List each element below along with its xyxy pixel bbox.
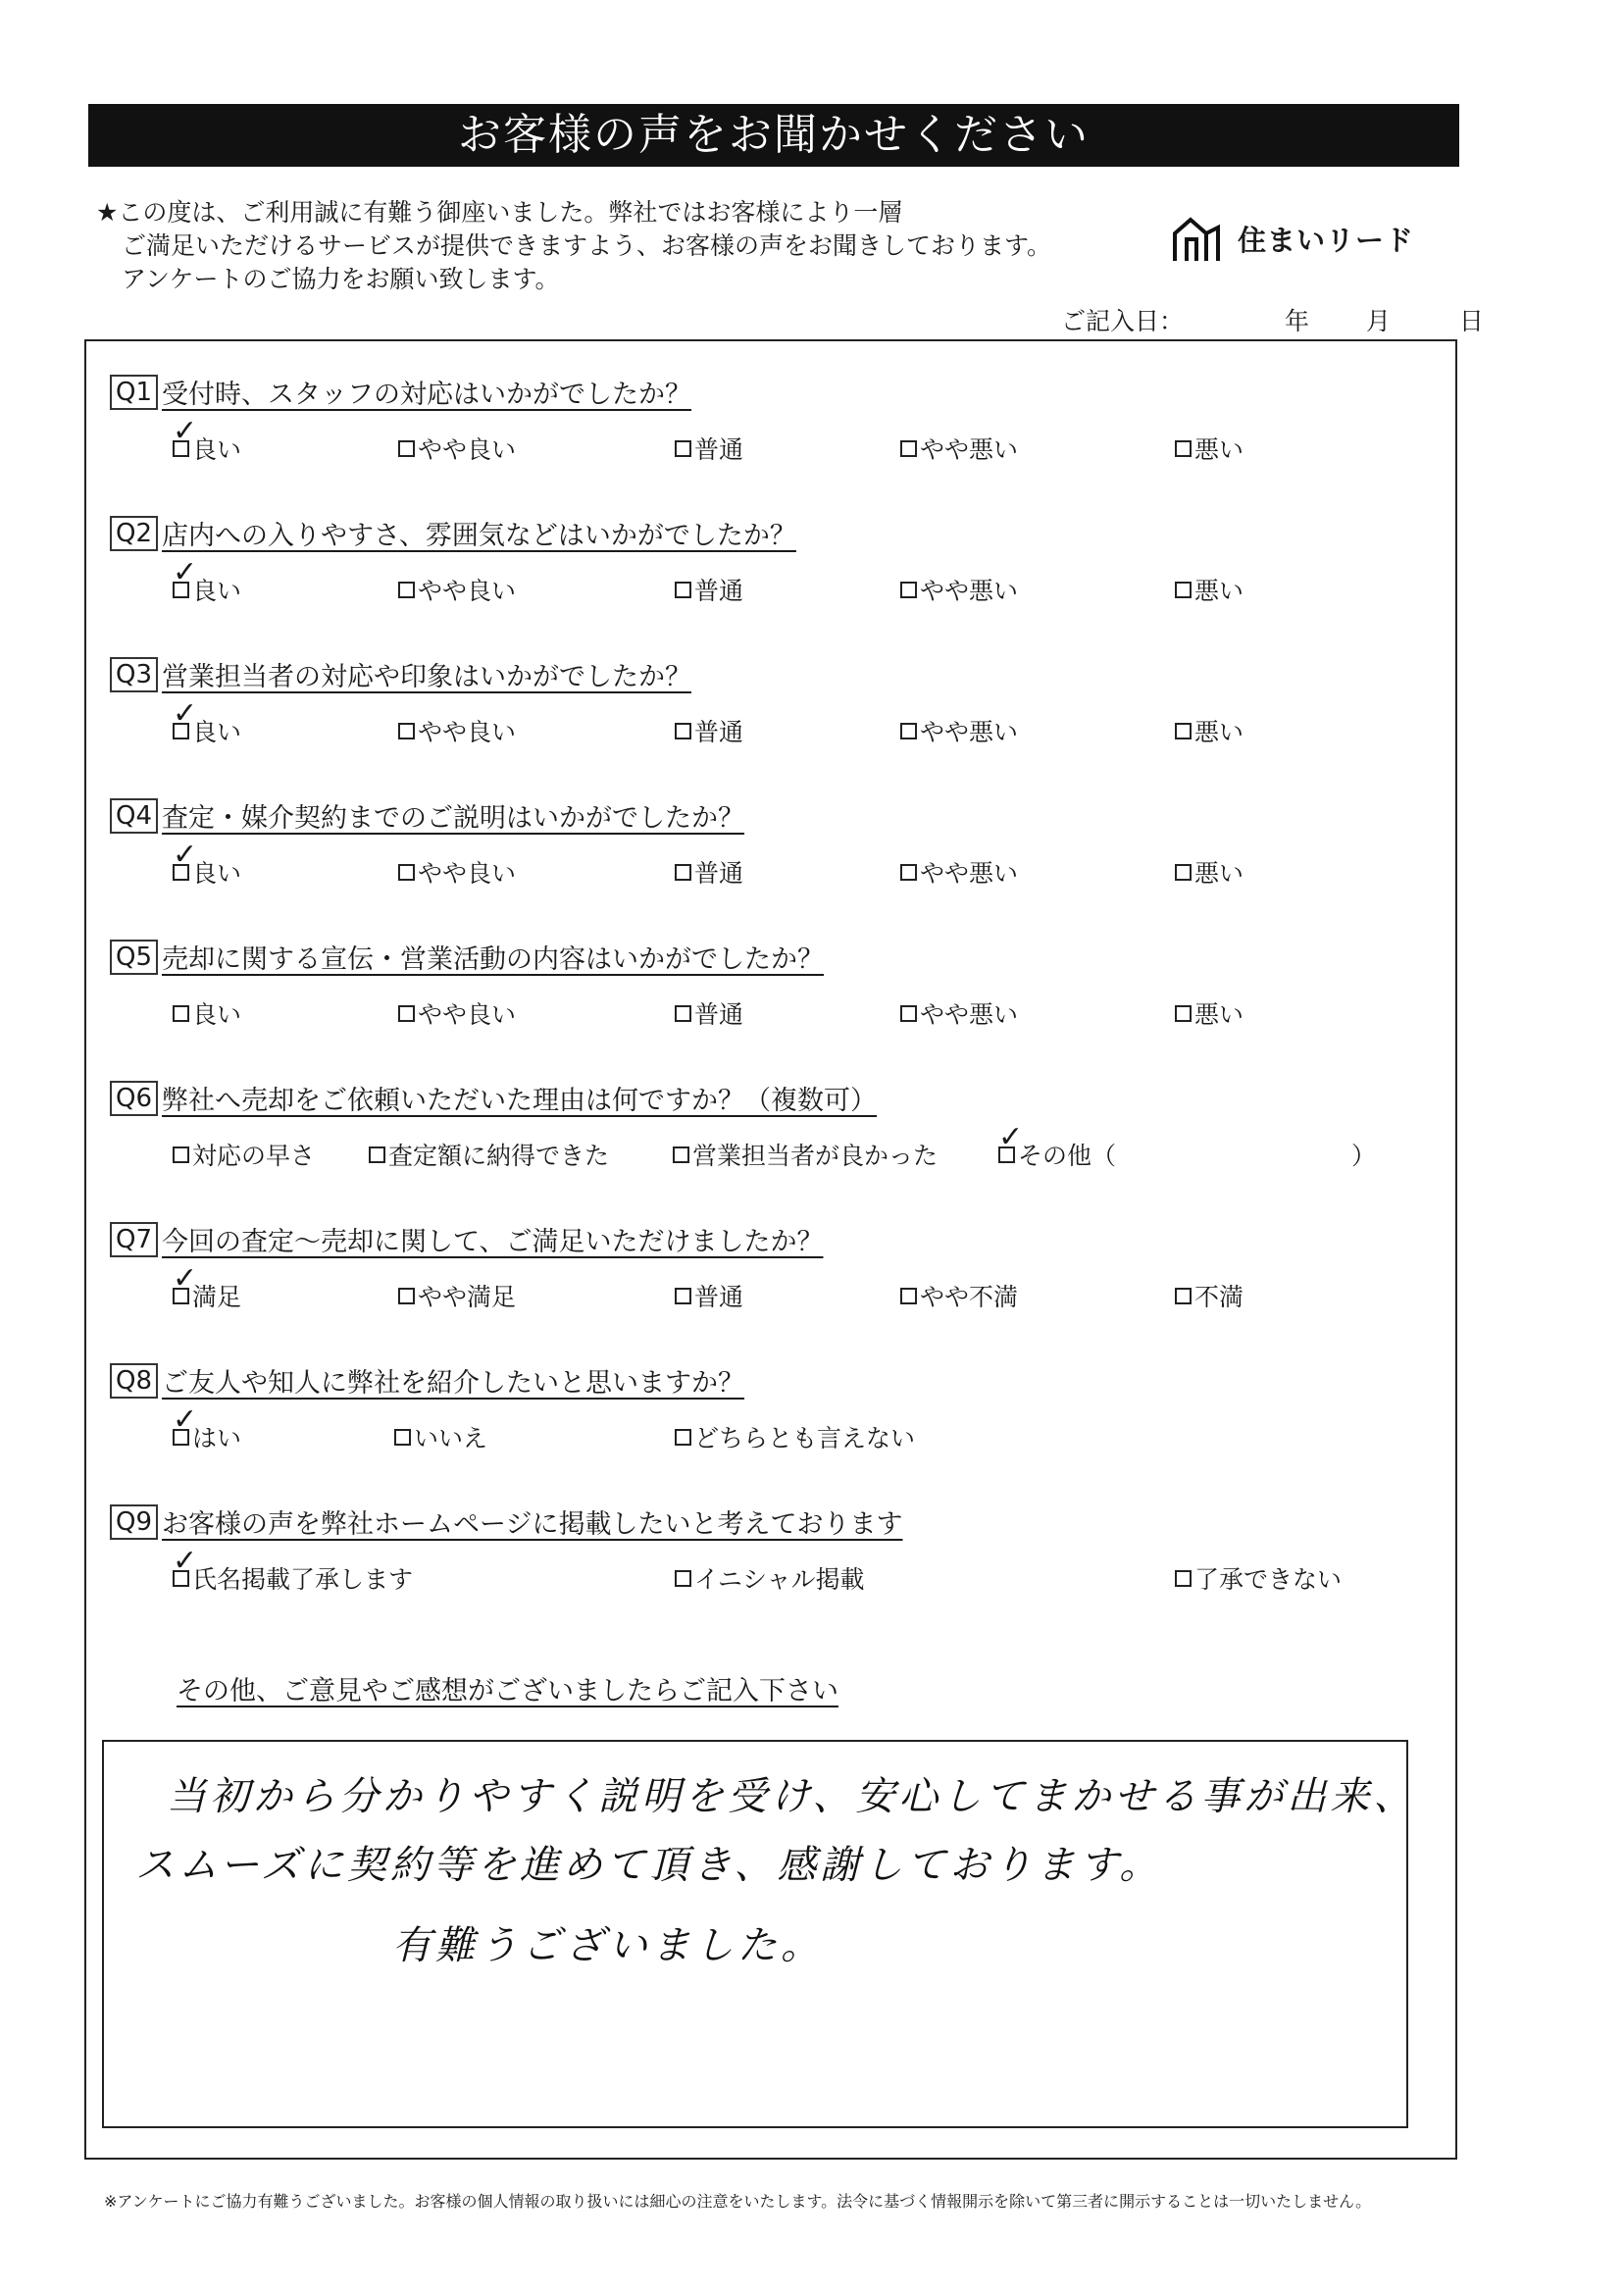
answer-option[interactable]	[900, 431, 1018, 466]
question-number: Q5	[110, 940, 158, 975]
question-number: Q1	[110, 375, 158, 410]
question-number: Q7	[110, 1222, 158, 1257]
option-label: やや良い	[418, 718, 517, 746]
answer-option[interactable]	[900, 713, 1018, 748]
handwritten-line: 有難うございました。	[392, 1923, 824, 1968]
question-text: 今回の査定～売却に関して、ご満足いただけましたか？	[162, 1227, 824, 1257]
option-label: 悪い	[1194, 1000, 1244, 1029]
checkbox-checked[interactable]	[173, 1260, 198, 1304]
question-heading	[110, 655, 691, 693]
checkbox[interactable]	[675, 582, 691, 598]
option-label: どちらとも言えない	[694, 1424, 916, 1452]
answer-option[interactable]	[173, 554, 242, 607]
checkbox[interactable]	[900, 864, 917, 881]
answer-option[interactable]	[173, 1543, 414, 1596]
question-7	[110, 1220, 1244, 1317]
answer-options	[110, 413, 1244, 470]
option-label: 悪い	[1194, 577, 1244, 605]
option-label: やや良い	[418, 577, 517, 605]
date-day-field[interactable]: 日	[1458, 307, 1484, 335]
checkmark-icon: ✓	[173, 554, 198, 589]
question-heading	[110, 1503, 902, 1541]
question-text: 査定・媒介契約までのご説明はいかがでしたか？	[162, 803, 745, 834]
answer-options	[110, 1119, 1377, 1176]
checkbox[interactable]	[673, 1146, 689, 1163]
checkbox[interactable]	[398, 864, 415, 881]
option-label: いいえ	[414, 1424, 488, 1452]
checkbox[interactable]	[394, 1429, 411, 1446]
answer-options	[110, 1260, 1244, 1317]
checkbox-checked[interactable]	[998, 1119, 1024, 1163]
question-number: Q8	[110, 1363, 158, 1399]
answer-option[interactable]	[173, 1401, 242, 1454]
answer-option[interactable]	[398, 1278, 516, 1313]
question-number: Q2	[110, 516, 158, 551]
comment-label: その他、ご意見やご感想がございましたらご記入下さい	[177, 1676, 838, 1706]
question-heading	[110, 514, 796, 552]
checkbox[interactable]	[398, 1288, 415, 1304]
answer-option[interactable]	[398, 713, 516, 748]
question-text: 弊社へ売却をご依頼いただいた理由は何ですか？（複数可）	[162, 1086, 878, 1116]
option-label: 悪い	[1194, 859, 1244, 888]
checkbox[interactable]	[675, 1429, 691, 1446]
question-number: Q9	[110, 1504, 158, 1540]
checkbox-checked[interactable]	[173, 695, 198, 739]
checkbox-checked[interactable]	[173, 1401, 198, 1446]
page-title: お客様の声をお聞かせください	[88, 104, 1459, 167]
checkbox[interactable]	[173, 1005, 189, 1022]
answer-option[interactable]	[1175, 431, 1243, 466]
checkbox[interactable]	[675, 723, 691, 739]
company-logo	[1171, 212, 1414, 265]
answer-option[interactable]	[900, 572, 1018, 607]
checkbox-checked[interactable]	[173, 837, 198, 881]
option-label: 了承できない	[1194, 1565, 1343, 1594]
option-label: やや良い	[418, 1000, 517, 1029]
answer-option[interactable]	[1175, 572, 1243, 607]
question-9	[110, 1503, 1343, 1600]
answer-option[interactable]	[173, 837, 242, 890]
option-label: 普通	[694, 1283, 744, 1311]
option-label: はい	[192, 1424, 242, 1452]
answer-options	[110, 1543, 1343, 1600]
option-label: やや悪い	[920, 577, 1019, 605]
option-label: 良い	[192, 718, 242, 746]
answer-option[interactable]	[900, 1278, 1018, 1313]
checkbox[interactable]	[1175, 864, 1192, 881]
question-text: 営業担当者の対応や印象はいかがでしたか？	[162, 662, 692, 692]
answer-options	[110, 837, 1244, 893]
checkmark-icon: ✓	[173, 1260, 198, 1296]
checkbox[interactable]	[1175, 723, 1192, 739]
checkbox[interactable]	[369, 1146, 385, 1163]
answer-option[interactable]	[675, 713, 743, 748]
question-1	[110, 373, 1244, 470]
option-label: 良い	[192, 1000, 242, 1029]
intro-line: アンケートのご協力をお願い致します。	[122, 265, 560, 293]
handwritten-line: 当初から分かりやすく説明を受け、安心してまかせる事が出来、	[167, 1774, 1417, 1819]
option-label: 普通	[694, 577, 744, 605]
checkmark-icon: ✓	[173, 1401, 198, 1437]
answer-option[interactable]	[675, 854, 743, 890]
checkmark-icon: ✓	[173, 837, 198, 872]
question-2	[110, 514, 1244, 611]
option-label: 氏名掲載了承します	[192, 1565, 414, 1594]
option-label: 悪い	[1194, 718, 1244, 746]
option-label: 良い	[192, 859, 242, 888]
option-label: やや良い	[418, 859, 517, 888]
checkbox[interactable]	[900, 582, 917, 598]
checkbox[interactable]	[675, 864, 691, 881]
entry-date	[1061, 302, 1484, 337]
checkmark-icon: ✓	[173, 413, 198, 448]
answer-option[interactable]	[173, 413, 242, 466]
checkbox[interactable]	[675, 1005, 691, 1022]
answer-option[interactable]	[1175, 1560, 1342, 1596]
other-close-paren: ）	[1351, 1142, 1377, 1170]
answer-option[interactable]	[398, 572, 516, 607]
answer-option[interactable]	[398, 854, 516, 890]
option-label: やや不満	[920, 1283, 1019, 1311]
question-4	[110, 796, 1244, 893]
option-label: やや満足	[418, 1283, 517, 1311]
house-logo-icon	[1171, 212, 1224, 265]
checkmark-icon: ✓	[998, 1119, 1024, 1154]
checkbox[interactable]	[900, 723, 917, 739]
option-label: やや良い	[418, 435, 517, 464]
footer-note: ※アンケートにご協力有難うございました。お客様の個人情報の取り扱いには細心の注意をいたします。法令に基づく情報開示を除いて第三者に開示することは一切いたしません。	[104, 2192, 1372, 2211]
option-label: 査定額に納得できた	[388, 1142, 610, 1170]
checkbox[interactable]	[173, 1146, 189, 1163]
intro-line: ご満足いただけるサービスが提供できますよう、お客様の声をお聞きしております。	[122, 231, 1052, 260]
question-heading	[110, 1079, 877, 1117]
answer-option[interactable]	[173, 1137, 315, 1172]
option-label: やや悪い	[920, 718, 1019, 746]
answer-option[interactable]	[173, 1260, 242, 1313]
checkbox[interactable]	[398, 1005, 415, 1022]
checkmark-icon: ✓	[173, 695, 198, 731]
question-5	[110, 938, 1244, 1035]
option-label: やや悪い	[920, 435, 1019, 464]
date-year-field[interactable]: 年	[1284, 307, 1309, 335]
option-label: 普通	[694, 435, 744, 464]
option-label: イニシャル掲載	[694, 1565, 865, 1594]
option-label: 普通	[694, 1000, 744, 1029]
checkbox[interactable]	[398, 723, 415, 739]
option-label: 悪い	[1194, 435, 1244, 464]
answer-option[interactable]	[675, 1419, 915, 1454]
option-label: 不満	[1194, 1283, 1244, 1311]
option-label: 良い	[192, 435, 242, 464]
option-label: やや悪い	[920, 859, 1019, 888]
option-label: 普通	[694, 859, 744, 888]
checkbox[interactable]	[1175, 440, 1192, 457]
checkbox-checked[interactable]	[173, 1543, 198, 1587]
answer-option[interactable]	[675, 431, 743, 466]
checkbox-checked[interactable]	[173, 413, 198, 457]
checkbox[interactable]	[900, 440, 917, 457]
checkbox[interactable]	[675, 440, 691, 457]
answer-option[interactable]	[173, 695, 242, 748]
answer-option[interactable]	[900, 854, 1018, 890]
checkbox[interactable]	[900, 1288, 917, 1304]
checkbox[interactable]	[1175, 1570, 1192, 1587]
answer-option[interactable]	[394, 1419, 487, 1454]
answer-option[interactable]	[675, 995, 743, 1031]
question-text: ご友人や知人に弊社を紹介したいと思いますか？	[162, 1368, 745, 1399]
answer-option[interactable]	[173, 995, 241, 1031]
checkbox[interactable]	[675, 1288, 691, 1304]
answer-option[interactable]	[369, 1137, 609, 1172]
date-month-field[interactable]: 月	[1365, 307, 1391, 335]
question-heading	[110, 938, 824, 976]
answer-option[interactable]	[675, 1278, 743, 1313]
handwritten-line: スムーズに契約等を進めて頂き、感謝しております。	[135, 1843, 1163, 1888]
option-label: 営業担当者が良かった	[692, 1142, 939, 1170]
option-label: 普通	[694, 718, 744, 746]
question-text: 店内への入りやすさ、雰囲気などはいかがでしたか？	[162, 521, 796, 551]
answer-option[interactable]	[1175, 1278, 1243, 1313]
date-label: ご記入日：	[1061, 307, 1185, 335]
answer-option[interactable]	[398, 431, 516, 466]
checkbox[interactable]	[1175, 1005, 1192, 1022]
option-label: やや悪い	[920, 1000, 1019, 1029]
question-number: Q4	[110, 798, 158, 834]
question-text: 受付時、スタッフの対応はいかがでしたか？	[162, 380, 692, 410]
answer-options	[110, 695, 1244, 752]
checkmark-icon: ✓	[173, 1543, 198, 1578]
question-text: 売却に関する宣伝・営業活動の内容はいかがでしたか？	[162, 944, 825, 975]
option-label: 対応の早さ	[192, 1142, 316, 1170]
checkbox[interactable]	[1175, 1288, 1192, 1304]
answer-options	[110, 554, 1244, 611]
option-label: 満足	[192, 1283, 242, 1311]
answer-option[interactable]	[1175, 995, 1243, 1031]
checkbox-checked[interactable]	[173, 554, 198, 598]
intro-line: ★この度は、ご利用誠に有難う御座いました。弊社ではお客様により一層	[96, 198, 903, 227]
question-heading	[110, 796, 744, 835]
question-8	[110, 1361, 916, 1458]
checkbox[interactable]	[1175, 582, 1192, 598]
answer-option[interactable]	[675, 572, 743, 607]
answer-option[interactable]	[998, 1119, 1117, 1172]
question-3	[110, 655, 1244, 752]
option-label: その他（	[1018, 1142, 1117, 1170]
answer-option[interactable]	[398, 995, 516, 1031]
option-label: 良い	[192, 577, 242, 605]
answer-option[interactable]	[1175, 854, 1243, 890]
question-6	[110, 1079, 1377, 1176]
question-number: Q6	[110, 1081, 158, 1116]
question-heading	[110, 373, 691, 411]
checkbox[interactable]	[398, 582, 415, 598]
question-number: Q3	[110, 657, 158, 692]
answer-option[interactable]	[675, 1560, 865, 1596]
answer-options	[110, 995, 1244, 1035]
question-heading	[110, 1220, 823, 1258]
answer-option[interactable]	[900, 995, 1018, 1031]
intro-text	[96, 196, 1051, 296]
checkbox[interactable]	[900, 1005, 917, 1022]
question-text: お客様の声を弊社ホームページに掲載したいと考えております	[162, 1509, 903, 1540]
checkbox[interactable]	[675, 1570, 691, 1587]
answer-option[interactable]	[1175, 713, 1243, 748]
checkbox[interactable]	[398, 440, 415, 457]
answer-options	[110, 1401, 916, 1458]
question-heading	[110, 1361, 744, 1400]
answer-option[interactable]	[673, 1137, 938, 1172]
logo-text: 住まいリード	[1238, 223, 1415, 257]
